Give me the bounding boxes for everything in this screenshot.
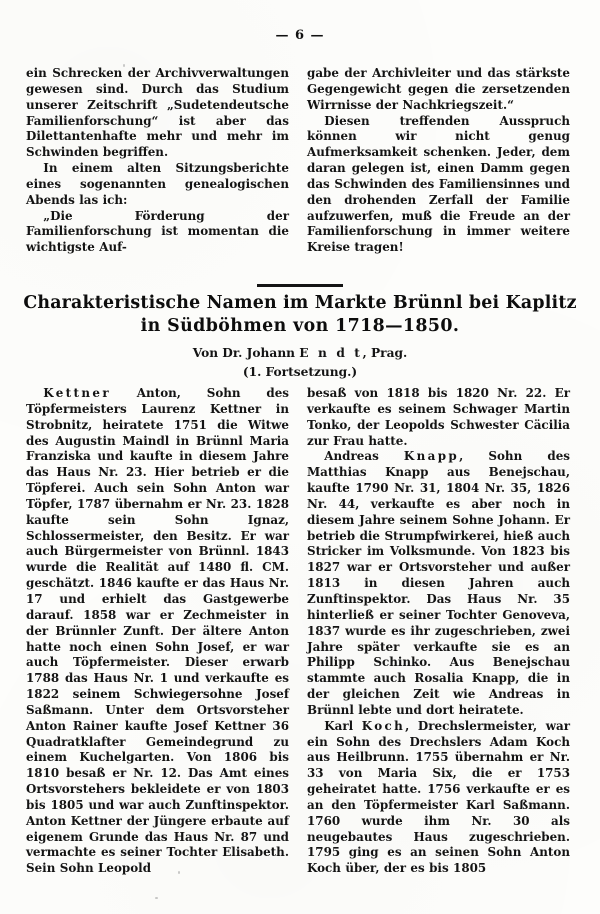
entry-prefix-knapp: Andreas — [324, 449, 404, 464]
byline-suffix: , Prag. — [362, 346, 408, 360]
article-byline — [20, 345, 580, 362]
scan-speck — [155, 897, 158, 899]
top-left-column — [26, 66, 293, 256]
entry-knapp — [307, 449, 570, 718]
article-continuation-note: (1. Fortsetzung.) — [242, 365, 358, 379]
entry-prefix-koch: Karl — [324, 718, 362, 733]
top-left-paragraph-1: ein Schrecken der Archivverwaltungen gewesen sind. Durch das Studium unserer Zeitschrift „Sudetendeutsche Familienforschung“ ist aber das Dilettantenhafte mehr und mehr im Schwinden begriffen. — [26, 66, 289, 160]
byline-prefix: Von Dr. Johann — [192, 346, 300, 360]
top-left-paragraph-3: „Die Förderung der Familienforschung ist momentan die wichtigste Auf- — [26, 208, 289, 255]
top-right-column — [307, 66, 574, 256]
top-section-columns — [26, 66, 574, 256]
page-number: — 6 — — [275, 28, 325, 43]
top-right-paragraph-1: gabe der Archivleiter und das stärkste Gegengewicht gegen die zersetzenden Wirrnisse der Nachkriegszeit.“ — [307, 66, 570, 112]
byline-surname: E n d t — [299, 346, 363, 360]
article-title-line-2: in Südböhmen von 1718—1850. — [140, 316, 460, 336]
top-right-paragraph-2: Diesen treffenden Ausspruch können wir nicht genug Aufmerksamkeit schenken. Jeder, dem daran gelegen ist, einen Damm gegen das Schwinden des Familiensinnes und den drohenden Zerfall der Familie aufzuwerfen, muß die Freude an der Familienforschung in immer weitere Kreise tragen! — [307, 113, 570, 255]
section-divider — [0, 272, 600, 291]
entry-name-koch: Koch — [361, 718, 406, 733]
entry-text-koch: , Drechslermeister, war ein Sohn des Drechslers Adam Koch aus Heilbrunn. 1755 übernahm er Nr. 33 von Maria Six, die er 1753 geheiratet hatte. 1756 verkaufte er es an den Töpfermeister Karl Saßmann. 1760 wurde ihm Nr. 30 als neugebautes Haus zugeschrieben. 1795 ging es an seinen Sohn Anton Koch über, der es bis 1805 — [307, 718, 570, 876]
entry-name-knapp: Knapp — [403, 449, 460, 464]
body-columns — [26, 386, 574, 877]
entry-koch — [307, 719, 570, 877]
horizontal-rule — [257, 284, 343, 287]
entry-text-kettner: Anton, Sohn des Töpfermeisters Laurenz Kettner in Strobnitz, heiratete 1751 die Witwe des Augustin Maindl in Brünnl Maria Franziska und kaufte in diesem Jahre das Haus Nr. 23. Hier betrieb er die Töpferei. Auch sein Sohn Anton war Töpfer, 1787 übernahm er Nr. 23. 1828 kaufte sein Sohn Ignaz, Schlossermeister, den Besitz. Er war auch Bürgermeister von Brünnl. 1843 wurde die Realität auf 1480 fl. CM. geschätzt. 1846 kaufte er das Haus Nr. 17 und erhielt das Gastgewerbe darauf. 1858 war er Zechmeister in der Brünnler Zunft. Der ältere Anton hatte noch einen Sohn Josef, er war auch Töpfermeister. Dieser erwarb 1788 das Haus Nr. 1 und verkaufte es 1822 seinem Schwiegersohne Josef Saßmann. Unter dem Ortsvorsteher Anton Rainer kaufte Josef Kettner 36 Quadratklafter Gemeindegrund zu einem Kuchelgarten. Von 1806 bis 1810 besaß er Nr. 12. Das Amt eines Ortsvorstehers bekleidete er von 1803 bis 1805 und war auch Zunftinspektor. Anton Kettner der Jüngere erbaute auf eigenem Grunde das Haus Nr. 87 und vermachte es seiner Tochter Elisabeth. Sein Sohn Leopold — [26, 386, 289, 876]
body-right-column — [307, 386, 574, 877]
article-heading — [20, 292, 580, 338]
entry-name-kettner: Kettner — [43, 386, 112, 400]
entry-kettner-continued — [307, 386, 570, 449]
entry-kettner — [26, 386, 289, 877]
entry-text-knapp: , Sohn des Matthias Knapp aus Benejschau, kaufte 1790 Nr. 31, 1804 Nr. 35, 1826 Nr. 44, verkaufte es aber noch in diesem Jahre seinem Sohne Johann. Er betrieb die Strumpfwirkerei, hieß auch Stricker im Volksmunde. Von 1823 bis 1827 war er Ortsvorsteher und außer 1813 in diesen Jahren auch Zunftinspektor. Das Haus Nr. 35 hinterließ er seiner Tochter Genoveva, 1837 wurde es ihr zugeschrieben, zwei Jahre später verkaufte sie es an Philipp Schinko. Aus Benejschau stammte auch Rosalia Knapp, die in der gleichen Zeit wie Andreas in Brünnl lebte und dort heiratete. — [307, 449, 570, 717]
body-left-column — [26, 386, 293, 877]
article-title-line-1: Charakteristische Namen im Markte Brünnl bei Kaplitz — [23, 293, 577, 313]
top-left-paragraph-2: In einem alten Sitzungsberichte eines sogenannten genealogischen Abends las ich: — [26, 161, 289, 207]
entry-text-kettner-cont: besaß von 1818 bis 1820 Nr. 22. Er verkaufte es seinem Schwager Martin Tonko, der Leopolds Schwester Cäcilia zur Frau hatte. — [307, 386, 570, 448]
